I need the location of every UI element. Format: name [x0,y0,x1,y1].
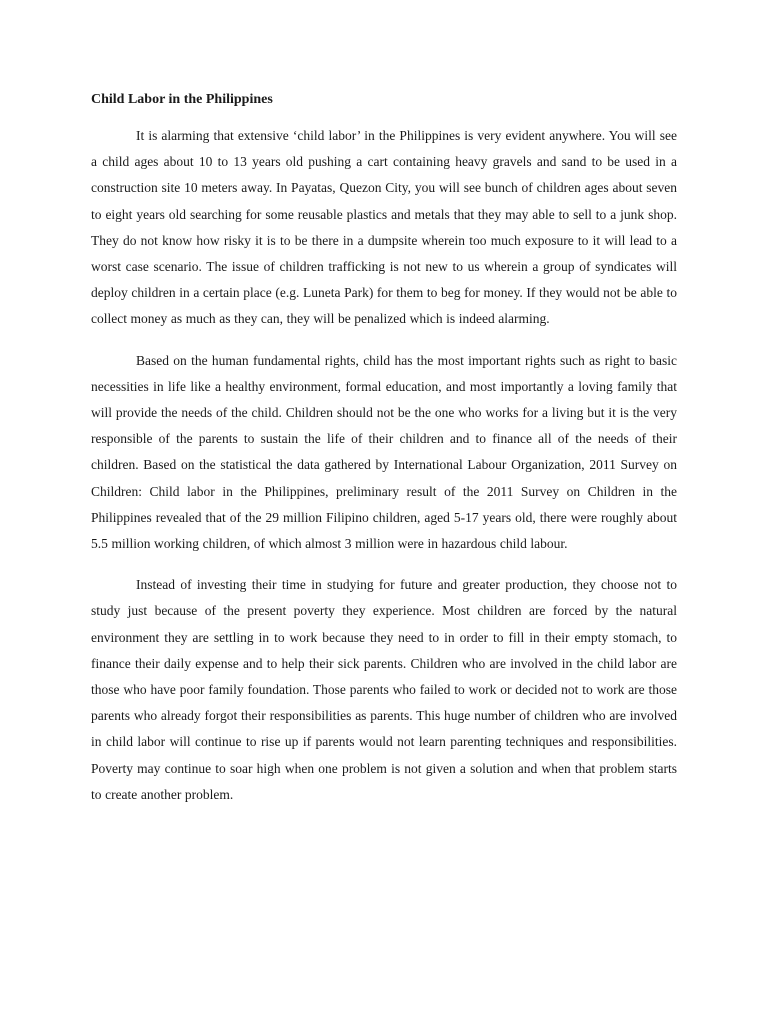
document-body [91,90,677,823]
document-title: Child Labor in the Philippines [91,92,273,107]
paragraph-1: It is alarming that extensive ‘child labor’ in the Philippines is very evident anywhere. You will see a child ages about 10 to 13 years old pushing a cart containing heavy gravels and sand to be used in a construction site 10 meters away. In Payatas, Quezon City, you will see bunch of children ages about seven to eight years old searching for some reusable plastics and metals that they may able to sell to a junk shop. They do not know how risky it is to be there in a dumpsite wherein too much exposure to it will lead to a worst case scenario. The issue of children trafficking is not new to us wherein a group of syndicates will deploy children in a certain place (e.g. Luneta Park) for them to beg for money. If they would not be able to collect money as much as they can, they will be penalized which is indeed alarming. [91,128,677,327]
paragraph-3: Instead of investing their time in studying for future and greater production, they choose not to study just because of the present poverty they experience. Most children are forced by the natural environment they are settling in to work because they need to in order to fill in their empty stomach, to finance their daily expense and to help their sick parents. Children who are involved in the child labor are those who have poor family foundation. Those parents who failed to work or decided not to work are those parents who already forgot their responsibilities as parents. This huge number of children who are involved in child labor will continue to rise up if parents would not learn parenting techniques and responsibilities. Poverty may continue to soar high when one problem is not given a solution and when that problem starts to create another problem. [91,577,677,802]
paragraph-2: Based on the human fundamental rights, child has the most important rights such as right to basic necessities in life like a healthy environment, formal education, and most importantly a loving family that will provide the needs of the child. Children should not be the one who works for a living but it is the very responsible of the parents to sustain the life of their children and to finance all of the needs of their children. Based on the statistical the data gathered by International Labour Organization, 2011 Survey on Children: Child labor in the Philippines, preliminary result of the 2011 Survey on Children in the Philippines revealed that of the 29 million Filipino children, aged 5-17 years old, there were roughly about 5.5 million working children, of which almost 3 million were in hazardous child labour. [91,352,677,552]
